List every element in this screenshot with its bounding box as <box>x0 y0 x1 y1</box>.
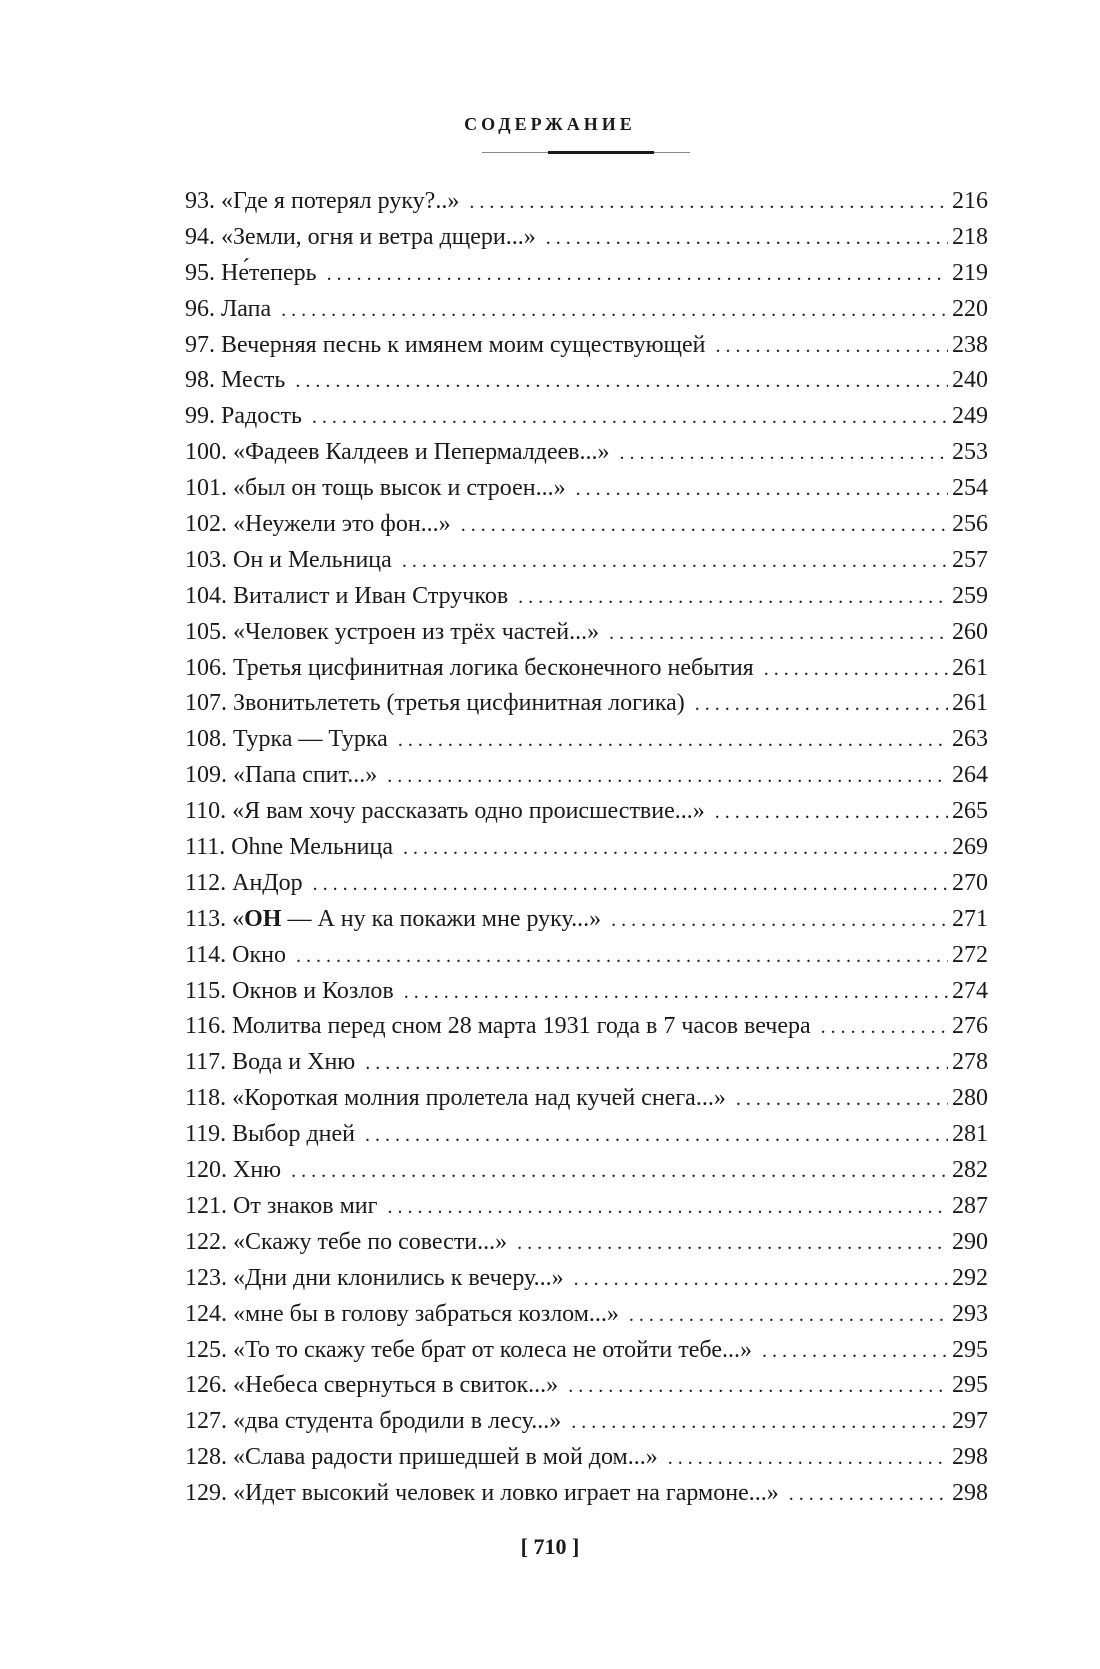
dot-leader <box>517 1226 948 1262</box>
dot-leader <box>281 293 948 329</box>
dot-leader <box>518 580 948 616</box>
toc-entry-title: «Слава радости пришедшей в мой дом...» <box>233 1444 658 1471</box>
toc-entry-page: 282 <box>952 1157 988 1184</box>
table-of-contents <box>185 184 988 1512</box>
toc-entry-number: 114. <box>185 941 227 968</box>
toc-entry-title: Окно <box>232 941 286 968</box>
dot-leader <box>762 1334 948 1370</box>
toc-entry-title: Лапа <box>221 295 272 322</box>
dot-leader <box>764 652 948 688</box>
toc-entry-page: 271 <box>952 905 988 932</box>
toc-entry-page: 280 <box>952 1085 988 1112</box>
dot-leader <box>568 1369 948 1405</box>
toc-entry <box>185 256 988 292</box>
dot-leader <box>398 723 948 759</box>
toc-entry-title: Вечерняя песнь к имянем моим существующей <box>221 331 706 358</box>
toc-entry-title: Третья цисфинитная логика бесконечного небытия <box>233 654 754 681</box>
toc-entry <box>185 543 988 579</box>
toc-entry-page: 263 <box>952 726 988 753</box>
toc-entry <box>185 328 988 364</box>
toc-entry-page: 274 <box>952 977 988 1004</box>
toc-entry-page: 269 <box>952 834 988 861</box>
toc-entry-title: «Идет высокий человек и ловко играет на гармоне...» <box>233 1480 779 1507</box>
dot-leader <box>295 364 948 400</box>
dot-leader <box>576 472 948 508</box>
dot-leader <box>668 1441 948 1477</box>
toc-entry-page: 257 <box>952 546 988 573</box>
toc-entry <box>185 435 988 471</box>
toc-entry-page: 298 <box>952 1480 988 1507</box>
toc-entry-title: «Неужели это фон...» <box>233 511 451 538</box>
toc-entry <box>185 1440 988 1476</box>
toc-entry-number: 102. <box>185 511 227 538</box>
dot-leader <box>611 903 948 939</box>
toc-entry <box>185 184 988 220</box>
toc-entry <box>185 1476 988 1512</box>
dot-leader <box>291 1154 948 1190</box>
toc-entry-title-bold: ОН <box>244 905 282 932</box>
toc-entry-title: «Фадеев Калдеев и Пепермалдеев...» <box>233 439 610 466</box>
toc-entry-title: Вода и Хню <box>232 1049 356 1076</box>
toc-entry <box>185 471 988 507</box>
toc-entry-page: 259 <box>952 582 988 609</box>
toc-entry <box>185 794 988 830</box>
toc-entry-number: 99. <box>185 403 215 430</box>
toc-entry-number: 109. <box>185 762 227 789</box>
toc-entry-number: 96. <box>185 295 215 322</box>
toc-entry-title: «мне бы в голову забраться козлом...» <box>233 1300 619 1327</box>
dot-leader <box>821 1010 948 1046</box>
toc-entry-page: 238 <box>952 331 988 358</box>
dot-leader <box>402 544 948 580</box>
toc-entry <box>185 1117 988 1153</box>
page-number: [ 710 ] <box>520 1534 580 1559</box>
toc-entry-title: Турка — Турка <box>233 726 388 753</box>
page-header-title: СОДЕРЖАНИЕ <box>464 114 636 134</box>
toc-entry-page: 261 <box>952 690 988 717</box>
toc-entry <box>185 651 988 687</box>
toc-entry-page: 298 <box>952 1444 988 1471</box>
toc-entry <box>185 830 988 866</box>
toc-entry-page: 290 <box>952 1228 988 1255</box>
toc-entry-page: 272 <box>952 941 988 968</box>
toc-entry-title: «То то скажу тебе брат от колеса не отойти тебе...» <box>233 1336 752 1363</box>
toc-entry-page: 218 <box>952 223 988 250</box>
toc-entry <box>185 615 988 651</box>
toc-entry-page: 261 <box>952 654 988 681</box>
toc-entry-title: «Скажу тебе по совести...» <box>233 1228 508 1255</box>
toc-entry-page: 295 <box>952 1336 988 1363</box>
toc-entry-page: 260 <box>952 618 988 645</box>
toc-entry-number: 103. <box>185 546 227 573</box>
toc-entry-title: Не́теперь <box>221 259 317 286</box>
toc-entry-page: 249 <box>952 403 988 430</box>
toc-entry-title: «Земли, огня и ветра дщери...» <box>221 223 536 250</box>
toc-entry-number: 93. <box>185 188 215 214</box>
toc-entry-title: «Короткая молния пролетела над кучей снега...» <box>232 1085 726 1112</box>
toc-entry-number: 113. <box>185 905 227 932</box>
toc-entry-page: 287 <box>952 1192 988 1219</box>
toc-entry-number: 100. <box>185 439 227 466</box>
toc-entry-number: 120. <box>185 1157 227 1184</box>
toc-entry-title: Ohne Мельница <box>231 834 393 861</box>
dot-leader <box>695 687 948 723</box>
toc-entry-number: 122. <box>185 1228 227 1255</box>
toc-entry-number: 124. <box>185 1300 227 1327</box>
toc-entry-title: «Папа спит...» <box>233 762 378 789</box>
dot-leader <box>461 508 948 544</box>
dot-leader <box>546 221 948 257</box>
dot-leader <box>327 257 948 293</box>
toc-entry-number: 108. <box>185 726 227 753</box>
toc-entry <box>185 1009 988 1045</box>
dot-leader <box>365 1046 948 1082</box>
toc-entry-page: 265 <box>952 798 988 825</box>
toc-entry <box>185 399 988 435</box>
toc-entry-number: 126. <box>185 1372 227 1399</box>
toc-entry <box>185 1404 988 1440</box>
toc-entry-title: Хню <box>233 1157 282 1184</box>
toc-entry <box>185 866 988 902</box>
toc-entry-page: 292 <box>952 1264 988 1291</box>
toc-entry <box>185 1368 988 1404</box>
toc-entry-page: 219 <box>952 259 988 286</box>
toc-entry <box>185 1045 988 1081</box>
toc-entry-number: 98. <box>185 367 215 394</box>
toc-entry-title-rest: — А ну ка покажи мне руку...» <box>281 905 602 932</box>
toc-entry-page: 220 <box>952 295 988 322</box>
toc-entry-page: 297 <box>952 1408 988 1435</box>
toc-entry <box>185 220 988 256</box>
toc-entry <box>185 902 988 938</box>
toc-entry <box>185 292 988 328</box>
toc-entry-title: Звонитьлететь (третья цисфинитная логика) <box>233 690 685 717</box>
toc-entry-number: 116. <box>185 1013 227 1040</box>
toc-entry-title: Месть <box>221 367 286 394</box>
dot-leader <box>716 329 949 365</box>
toc-entry-number: 110. <box>185 798 227 825</box>
dot-leader <box>715 795 948 831</box>
toc-entry <box>185 722 988 758</box>
dot-leader <box>574 1262 948 1298</box>
toc-entry-title: Он и Мельница <box>233 546 392 573</box>
toc-entry-title: Виталист и Иван Стручков <box>233 582 509 609</box>
toc-entry-number: 115. <box>185 977 227 1004</box>
toc-entry-title: «был он тощь высок и строен...» <box>233 475 566 502</box>
toc-entry-page: 293 <box>952 1300 988 1327</box>
dot-leader <box>312 400 948 436</box>
toc-entry-title: Выбор дней <box>232 1121 356 1148</box>
toc-entry-number: 119. <box>185 1121 227 1148</box>
toc-entry-number: 95. <box>185 259 215 286</box>
toc-entry-page: 278 <box>952 1049 988 1076</box>
dot-leader <box>609 616 948 652</box>
toc-entry <box>185 1261 988 1297</box>
toc-entry-number: 107. <box>185 690 227 717</box>
toc-entry-page: 240 <box>952 367 988 394</box>
toc-entry-page: 270 <box>952 869 988 896</box>
toc-entry <box>185 1153 988 1189</box>
toc-entry-title: «два студента бродили в лесу...» <box>233 1408 562 1435</box>
toc-entry-number: 117. <box>185 1049 227 1076</box>
toc-entry-number: 127. <box>185 1408 227 1435</box>
dot-leader <box>469 185 948 221</box>
toc-entry <box>185 938 988 974</box>
toc-entry-title: Окнов и Козлов <box>232 977 394 1004</box>
dot-leader <box>387 1190 948 1226</box>
toc-entry <box>185 1333 988 1369</box>
toc-entry <box>185 1081 988 1117</box>
toc-entry <box>185 686 988 722</box>
toc-entry-page: 216 <box>952 188 988 214</box>
toc-entry <box>185 1297 988 1333</box>
toc-entry-title: «Дни дни клонились к вечеру...» <box>233 1264 564 1291</box>
toc-entry-title: «Небеса свернуться в свиток...» <box>233 1372 559 1399</box>
toc-entry-page: 256 <box>952 511 988 538</box>
toc-entry-page: 276 <box>952 1013 988 1040</box>
header-rule-accent <box>548 151 654 154</box>
toc-entry-title: АнДор <box>232 869 303 896</box>
toc-entry <box>185 1189 988 1225</box>
toc-entry-number: 104. <box>185 582 227 609</box>
toc-entry-title: «Человек устроен из трёх частей...» <box>233 618 600 645</box>
toc-entry-number: 94. <box>185 223 215 250</box>
dot-leader <box>313 867 948 903</box>
toc-entry-number: 128. <box>185 1444 227 1471</box>
dot-leader <box>736 1082 948 1118</box>
dot-leader <box>404 975 948 1011</box>
toc-entry-page: 295 <box>952 1372 988 1399</box>
toc-entry-number: 112. <box>185 869 227 896</box>
toc-entry-number: 105. <box>185 618 227 645</box>
toc-entry-title-prefix: « <box>232 905 245 932</box>
toc-entry-title: Радость <box>221 403 302 430</box>
dot-leader <box>571 1405 948 1441</box>
toc-entry-number: 121. <box>185 1192 227 1219</box>
toc-entry-number: 106. <box>185 654 227 681</box>
toc-entry-number: 111. <box>185 834 226 861</box>
toc-entry-title: «Я вам хочу рассказать одно происшествие...» <box>232 798 705 825</box>
dot-leader <box>365 1118 948 1154</box>
toc-entry <box>185 507 988 543</box>
toc-entry <box>185 758 988 794</box>
toc-entry-number: 97. <box>185 331 215 358</box>
toc-entry-number: 123. <box>185 1264 227 1291</box>
toc-entry-page: 264 <box>952 762 988 789</box>
dot-leader <box>629 1298 948 1334</box>
toc-entry-page: 281 <box>952 1121 988 1148</box>
toc-entry-number: 125. <box>185 1336 227 1363</box>
dot-leader <box>403 831 948 867</box>
toc-entry <box>185 1225 988 1261</box>
toc-entry <box>185 579 988 615</box>
toc-entry-title <box>232 902 601 938</box>
toc-entry-title: Молитва перед сном 28 марта 1931 года в 7 часов вечера <box>232 1013 811 1040</box>
toc-entry <box>185 363 988 399</box>
dot-leader <box>620 436 948 472</box>
toc-entry-title: «Где я потерял руку?..» <box>221 188 460 214</box>
dot-leader <box>296 939 948 975</box>
toc-entry-title: От знаков миг <box>233 1192 378 1219</box>
toc-entry-page: 254 <box>952 475 988 502</box>
toc-entry-number: 101. <box>185 475 227 502</box>
dot-leader <box>789 1477 948 1513</box>
dot-leader <box>387 759 948 795</box>
toc-entry <box>185 974 988 1010</box>
toc-entry-number: 129. <box>185 1480 227 1507</box>
toc-entry-number: 118. <box>185 1085 227 1112</box>
toc-entry-page: 253 <box>952 439 988 466</box>
